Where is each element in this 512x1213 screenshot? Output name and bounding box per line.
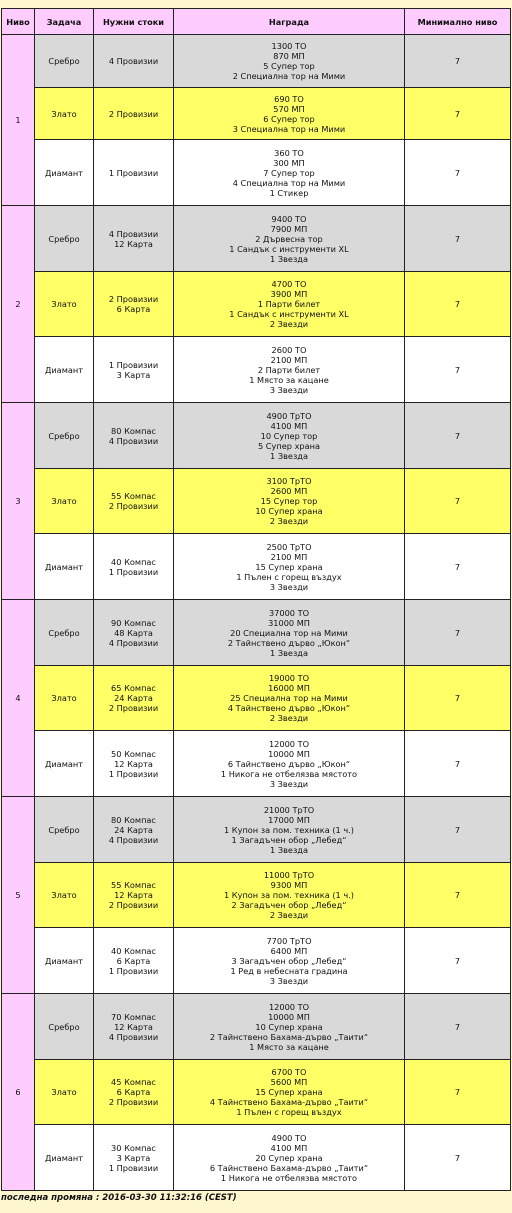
goods-line: 4 Провизии: [108, 834, 159, 845]
min-level-cell: 7: [405, 403, 511, 469]
reward-line: 570 МП: [273, 103, 305, 114]
goods-cell: [94, 35, 174, 88]
header-goods: Нужни стоки: [94, 9, 174, 35]
task-cell: Сребро: [35, 403, 94, 469]
reward-line: 2600 МП: [270, 486, 308, 496]
goods-line: 2 Провизии: [108, 501, 159, 511]
goods-line: 30 Компас: [111, 1142, 156, 1153]
reward-line: 12000 ТО: [268, 738, 310, 749]
reward-line: 690 ТО: [274, 93, 304, 104]
reward-cell: [174, 469, 405, 534]
reward-cell: [174, 403, 405, 469]
min-level-cell: 7: [405, 994, 511, 1060]
goods-line: 12 Карта: [114, 238, 153, 249]
reward-line: 7900 МП: [270, 223, 308, 234]
goods-line: 4 Провизии: [108, 435, 159, 446]
table-row: [2, 994, 511, 1060]
min-level-cell: 7: [405, 666, 511, 731]
reward-line: 2 Тайнствено Бахама-дърво „Таити“: [209, 1031, 369, 1042]
min-level-cell: 7: [405, 469, 511, 534]
reward-cell: [174, 534, 405, 600]
table-row: [2, 1060, 511, 1125]
goods-line: 1 Провизии: [108, 167, 159, 178]
reward-line: 6400 МП: [270, 945, 308, 956]
task-cell: Злато: [35, 1060, 94, 1125]
level-cell: 3: [2, 403, 35, 600]
reward-line: 11000 ТрТО: [263, 870, 315, 880]
reward-line: 1 Сандък с инструменти XL: [229, 309, 349, 319]
goods-line: 80 Компас: [111, 814, 156, 825]
goods-line: 40 Компас: [111, 945, 156, 956]
reward-line: 2 Звезди: [269, 713, 309, 723]
goods-cell: [94, 928, 174, 994]
goods-line: 65 Компас: [111, 683, 156, 693]
goods-cell: [94, 1125, 174, 1191]
table-row: [2, 666, 511, 731]
reward-line: 3 Звезди: [269, 384, 309, 395]
header-min-level: Минимално ниво: [405, 9, 511, 35]
reward-line: 3 Звезди: [269, 975, 309, 986]
reward-line: 17000 МП: [268, 814, 310, 825]
goods-cell: [94, 1060, 174, 1125]
reward-line: 3 Звезди: [269, 778, 309, 789]
reward-line: 4900 ТО: [271, 1132, 307, 1143]
reward-line: 1 Купон за пом. техника (1 ч.): [223, 890, 355, 900]
reward-line: 2 Тайнствено дърво „Юкон“: [227, 637, 351, 648]
reward-cell: [174, 731, 405, 797]
reward-line: 20 Супер храна: [255, 1152, 323, 1163]
goods-line: 1 Провизии: [108, 359, 159, 370]
goods-line: 24 Карта: [114, 824, 153, 835]
reward-line: 9300 МП: [270, 880, 308, 890]
min-level-cell: 7: [405, 1060, 511, 1125]
task-cell: Диамант: [35, 1125, 94, 1191]
goods-line: 4 Провизии: [108, 1031, 159, 1042]
goods-cell: [94, 469, 174, 534]
reward-line: 4900 ТрТО: [266, 410, 312, 421]
reward-line: 10 Супер тор: [260, 430, 318, 441]
table-row: [2, 797, 511, 863]
goods-cell: [94, 140, 174, 206]
min-level-cell: 7: [405, 272, 511, 337]
task-cell: Диамант: [35, 928, 94, 994]
goods-line: 3 Карта: [116, 1152, 151, 1163]
reward-line: 6 Супер тор: [263, 113, 315, 124]
goods-cell: [94, 863, 174, 928]
min-level-cell: 7: [405, 797, 511, 863]
table-row: [2, 469, 511, 534]
table-row: [2, 731, 511, 797]
reward-line: 2 Парти билет: [257, 364, 321, 375]
reward-line: 12000 ТО: [268, 1001, 310, 1012]
goods-line: 70 Компас: [111, 1011, 156, 1022]
goods-cell: [94, 600, 174, 666]
reward-line: 1 Място за кацане: [249, 374, 329, 385]
reward-line: 1 Звезда: [270, 844, 308, 855]
header-level: Ниво: [2, 9, 35, 35]
goods-line: 6 Карта: [116, 1087, 151, 1097]
reward-line: 31000 МП: [268, 617, 310, 628]
reward-line: 1300 ТО: [271, 41, 307, 51]
reward-line: 25 Специална тор на Мими: [230, 693, 348, 703]
goods-line: 1 Провизии: [108, 965, 159, 976]
header-reward: Награда: [174, 9, 405, 35]
reward-line: 1 Никога не отбелязва мястото: [220, 1172, 358, 1183]
table-row: [2, 140, 511, 206]
reward-cell: [174, 1125, 405, 1191]
reward-line: 16000 МП: [268, 683, 310, 693]
reward-line: 1 Ред в небесната градина: [230, 965, 348, 976]
reward-line: 4100 МП: [270, 420, 308, 431]
reward-line: 37000 ТО: [268, 607, 310, 618]
goods-line: 55 Компас: [111, 880, 156, 890]
reward-line: 3 Загадъчен обор „Лебед“: [231, 955, 347, 966]
goods-line: 48 Карта: [114, 627, 153, 638]
task-cell: Диамант: [35, 534, 94, 600]
reward-line: 5600 МП: [270, 1077, 308, 1087]
reward-line: 3 Звезди: [269, 581, 309, 592]
task-cell: Сребро: [35, 35, 94, 88]
reward-line: 1 Пълен с горещ въздух: [236, 1107, 342, 1117]
table-row: [2, 928, 511, 994]
goods-cell: [94, 337, 174, 403]
level-cell: 1: [2, 35, 35, 206]
goods-line: 40 Компас: [111, 556, 156, 567]
min-level-cell: 7: [405, 731, 511, 797]
task-cell: Злато: [35, 469, 94, 534]
reward-cell: [174, 337, 405, 403]
reward-line: 7700 ТрТО: [266, 935, 312, 946]
reward-line: 2500 ТрТО: [266, 541, 312, 552]
table-row: [2, 1125, 511, 1191]
reward-line: 15 Супер храна: [255, 1087, 323, 1097]
reward-cell: [174, 863, 405, 928]
reward-line: 2100 МП: [270, 354, 308, 365]
reward-cell: [174, 206, 405, 272]
reward-line: 21000 ТрТО: [263, 804, 315, 815]
reward-line: 1 Купон за пом. техника (1 ч.): [223, 824, 355, 835]
min-level-cell: 7: [405, 863, 511, 928]
reward-cell: [174, 272, 405, 337]
goods-line: 4 Провизии: [108, 637, 159, 648]
task-cell: Злато: [35, 272, 94, 337]
goods-cell: [94, 731, 174, 797]
task-cell: Злато: [35, 88, 94, 140]
reward-line: 3900 МП: [270, 289, 308, 299]
min-level-cell: 7: [405, 337, 511, 403]
reward-line: 10 Супер храна: [255, 1021, 323, 1032]
reward-line: 870 МП: [273, 51, 305, 61]
goods-cell: [94, 994, 174, 1060]
min-level-cell: 7: [405, 1125, 511, 1191]
task-table-body: [2, 35, 511, 1191]
reward-cell: [174, 140, 405, 206]
level-cell: 6: [2, 994, 35, 1191]
reward-line: 6 Тайнствено Бахама-дърво „Таити“: [209, 1162, 369, 1173]
reward-cell: [174, 994, 405, 1060]
goods-line: 2 Провизии: [108, 900, 159, 910]
reward-line: 2 Дървесна тор: [255, 233, 323, 244]
reward-line: 2 Звезди: [269, 319, 309, 329]
reward-line: 3 Специална тор на Мими: [232, 123, 346, 134]
task-table: [1, 8, 511, 1191]
reward-line: 10 Супер храна: [255, 506, 323, 516]
goods-cell: [94, 272, 174, 337]
reward-line: 2 Звезди: [269, 910, 309, 920]
reward-line: 3100 ТрТО: [266, 476, 312, 486]
reward-line: 19000 ТО: [268, 673, 310, 683]
table-row: [2, 600, 511, 666]
goods-line: 1 Провизии: [108, 566, 159, 577]
reward-line: 10000 МП: [268, 1011, 310, 1022]
goods-line: 80 Компас: [111, 425, 156, 436]
task-cell: Сребро: [35, 797, 94, 863]
reward-line: 1 Загадъчен обор „Лебед“: [231, 834, 347, 845]
reward-cell: [174, 600, 405, 666]
task-cell: Сребро: [35, 206, 94, 272]
reward-line: 4100 МП: [270, 1142, 308, 1153]
reward-line: 2600 ТО: [271, 344, 307, 355]
reward-line: 4 Тайнствено дърво „Юкон“: [227, 703, 351, 713]
task-cell: Диамант: [35, 337, 94, 403]
min-level-cell: 7: [405, 600, 511, 666]
goods-line: 3 Карта: [116, 369, 151, 380]
goods-cell: [94, 534, 174, 600]
reward-line: 20 Специална тор на Мими: [230, 627, 348, 638]
goods-line: 2 Провизии: [108, 108, 159, 119]
reward-line: 15 Супер храна: [255, 561, 323, 572]
goods-line: 12 Карта: [114, 890, 153, 900]
header-row: [2, 9, 511, 35]
reward-line: 4700 ТО: [271, 279, 307, 289]
min-level-cell: 7: [405, 140, 511, 206]
goods-cell: [94, 403, 174, 469]
reward-line: 5 Супер тор: [263, 61, 315, 71]
level-cell: 2: [2, 206, 35, 403]
reward-line: 2100 МП: [270, 551, 308, 562]
min-level-cell: 7: [405, 928, 511, 994]
reward-line: 15 Супер тор: [260, 496, 318, 506]
reward-line: 10000 МП: [268, 748, 310, 759]
goods-cell: [94, 88, 174, 140]
goods-line: 90 Компас: [111, 617, 156, 628]
goods-cell: [94, 666, 174, 731]
goods-cell: [94, 206, 174, 272]
last-modified-footer: последна промяна : 2016-03-30 11:32:16 (CEST): [1, 1193, 237, 1203]
reward-line: 1 Звезда: [270, 253, 308, 264]
goods-line: 12 Карта: [114, 1021, 153, 1032]
goods-line: 50 Компас: [111, 748, 156, 759]
goods-line: 2 Провизии: [108, 1097, 159, 1107]
reward-line: 1 Място за кацане: [249, 1041, 329, 1052]
reward-cell: [174, 1060, 405, 1125]
reward-line: 1 Пълен с горещ въздух: [236, 571, 342, 582]
reward-line: 6 Тайнствено дърво „Юкон“: [227, 758, 351, 769]
min-level-cell: 7: [405, 534, 511, 600]
min-level-cell: 7: [405, 35, 511, 88]
task-cell: Диамант: [35, 140, 94, 206]
reward-line: 2 Загадъчен обор „Лебед“: [231, 900, 347, 910]
reward-line: 2 Звезди: [269, 516, 309, 526]
level-cell: 5: [2, 797, 35, 994]
reward-line: 7 Супер тор: [263, 167, 315, 178]
task-cell: Злато: [35, 863, 94, 928]
goods-line: 24 Карта: [114, 693, 153, 703]
reward-line: 9400 ТО: [271, 213, 307, 224]
goods-line: 1 Провизии: [108, 768, 159, 779]
table-row: [2, 403, 511, 469]
goods-line: 4 Провизии: [108, 56, 159, 66]
goods-line: 6 Карта: [116, 955, 151, 966]
reward-cell: [174, 666, 405, 731]
goods-line: 6 Карта: [116, 304, 151, 314]
task-cell: Злато: [35, 666, 94, 731]
reward-line: 360 ТО: [274, 147, 304, 158]
reward-line: 6700 ТО: [271, 1067, 307, 1077]
reward-line: 1 Никога не отбелязва мястото: [220, 768, 358, 779]
reward-line: 1 Сандък с инструменти XL: [229, 243, 349, 254]
level-cell: 4: [2, 600, 35, 797]
reward-line: 300 МП: [273, 157, 305, 168]
min-level-cell: 7: [405, 88, 511, 140]
reward-cell: [174, 35, 405, 88]
table-row: [2, 337, 511, 403]
goods-line: 45 Компас: [111, 1077, 156, 1087]
reward-line: 1 Звезда: [270, 450, 308, 461]
table-row: [2, 35, 511, 88]
reward-line: 2 Специална тор на Мими: [232, 71, 346, 81]
reward-line: 1 Звезда: [270, 647, 308, 658]
goods-line: 4 Провизии: [108, 228, 159, 239]
reward-cell: [174, 928, 405, 994]
task-cell: Сребро: [35, 994, 94, 1060]
reward-cell: [174, 88, 405, 140]
reward-line: 4 Тайнствено Бахама-дърво „Таити“: [209, 1097, 369, 1107]
reward-line: 1 Стикер: [269, 187, 309, 198]
reward-line: 4 Специална тор на Мими: [232, 177, 346, 188]
goods-line: 2 Провизии: [108, 703, 159, 713]
goods-cell: [94, 797, 174, 863]
reward-cell: [174, 797, 405, 863]
header-task: Задача: [35, 9, 94, 35]
reward-line: 1 Парти билет: [257, 299, 321, 309]
table-row: [2, 863, 511, 928]
table-row: [2, 534, 511, 600]
goods-line: 12 Карта: [114, 758, 153, 769]
goods-line: 55 Компас: [111, 491, 156, 501]
goods-line: 1 Провизии: [108, 1162, 159, 1173]
table-row: [2, 206, 511, 272]
task-cell: Сребро: [35, 600, 94, 666]
goods-line: 2 Провизии: [108, 294, 159, 304]
reward-line: 5 Супер храна: [258, 440, 320, 451]
table-row: [2, 272, 511, 337]
table-row: [2, 88, 511, 140]
task-cell: Диамант: [35, 731, 94, 797]
min-level-cell: 7: [405, 206, 511, 272]
